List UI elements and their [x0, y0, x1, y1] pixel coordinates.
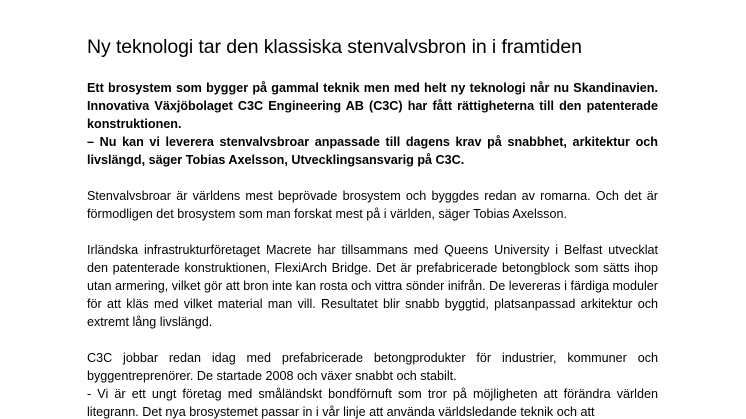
body-paragraph [87, 349, 658, 419]
body-paragraph: Irländska infrastrukturföretaget Macrete har tillsammans med Queens University i Belfast utvecklat den patenterade konstruktionen, FlexiArch Bridge. Det är prefabricerade betongblock som sätts ihop utan armering, vilket gör att bron inte kan rosta och vittra sönder inifrån. De levereras i färdiga moduler för att kläs med vilket material man vill. Resultatet blir snabb byggtid, platsanpassad arkitektur och extremt lång livslängd. [87, 243, 658, 329]
article-body [87, 79, 658, 419]
lead-quote: – Nu kan vi leverera stenvalvsbroar anpassade till dagens krav på snabbhet, arkitektur och livslängd, säger Tobias Axelsson, Utvecklingsansvarig på C3C. [87, 135, 658, 167]
article-title: Ny teknologi tar den klassiska stenvalvsbron in i framtiden [87, 36, 582, 58]
body-quote: - Vi är ett ungt företag med småländskt bondförnuft som tror på möjligheten att förändra världen litegrann. Det nya brosystemet passar in i vår linje att använda världsledande teknik och att [87, 387, 658, 419]
body-paragraph: Stenvalvsbroar är världens mest beprövade brosystem och byggdes redan av romarna. Och det är förmodligen det brosystem som man forskat mest på i världen, säger Tobias Axelsson. [87, 189, 658, 221]
body-sentence: C3C jobbar redan idag med prefabricerade betongprodukter för industrier, kommuner och byggentreprenörer. De startade 2008 och växer snabbt och stabilt. [87, 351, 658, 383]
lead-sentence: Ett brosystem som bygger på gammal teknik men med helt ny teknologi når nu Skandinavien. Innovativa Växjöbolaget C3C Engineering AB (C3C) har fått rättigheterna till den patenterade konstruktionen. [87, 81, 658, 131]
lead-paragraph [87, 79, 658, 169]
